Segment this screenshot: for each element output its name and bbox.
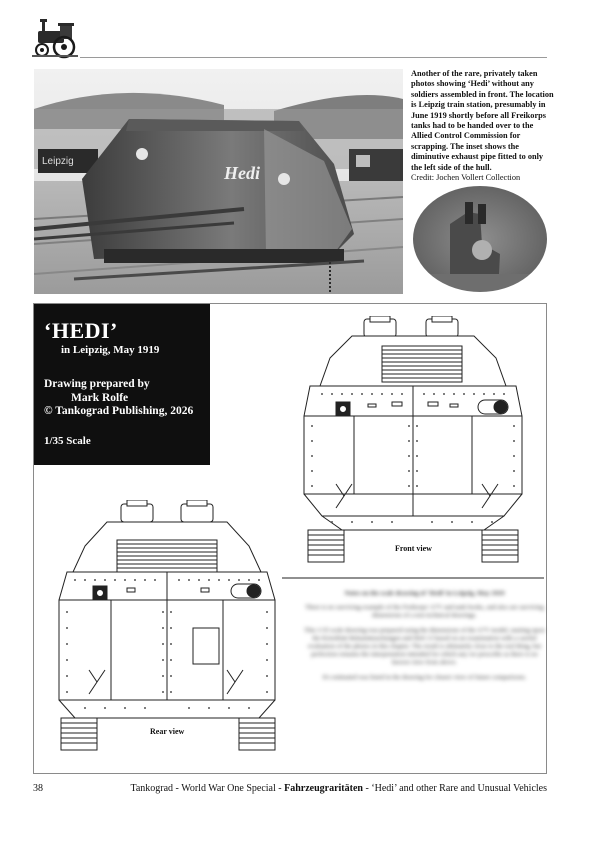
drawing-credits (44, 378, 193, 419)
exhaust-inset-photo (410, 184, 550, 294)
tank-name-marking: Hedi (224, 163, 260, 183)
rear-view-label: Rear view (150, 727, 185, 736)
notes-paragraph-1: There is no surviving example of the Freikorps' A7V and tank books, and also are surviving dimensions of a non technical drawings. (305, 604, 544, 620)
footer-rest: - ‘Hedi’ and other Rare and Unusual Vehicles (362, 783, 547, 794)
front-view-drawing (282, 316, 544, 581)
drawing-subtitle: in Leipzig, May 1919 (61, 344, 160, 356)
drawing-notes (303, 590, 546, 768)
footer-title-bold: Fahrzeugraritäten (284, 783, 363, 794)
caption-credit: Credit: Jochen Vollert Collection (411, 173, 521, 183)
notes-paragraph-3: It's estimated was listed in the drawing for clearer view of future comparisons. (322, 673, 527, 681)
front-view-label: Front view (395, 544, 432, 553)
drawing-credit-line-2: Mark Rolfe (71, 391, 129, 404)
station-sign-text: Leipzig (42, 156, 74, 167)
header-rule (80, 57, 547, 58)
page-number: 38 (33, 783, 43, 794)
tank-photo (34, 69, 403, 294)
drawing-credit-line-1: Drawing prepared by (44, 378, 150, 390)
notes-title: Notes on the scale drawing of ‘Hedi’ in Leipzig, May 1919 (344, 590, 505, 597)
publisher-logo (30, 17, 80, 59)
drawing-title-box (34, 304, 210, 465)
footer-series: Tankograd - World War One Special - (130, 783, 285, 794)
photo-caption (411, 69, 556, 183)
drawing-credit-line-3: © Tankograd Publishing, 2026 (44, 405, 194, 417)
caption-text: Another of the rare, privately taken photos showing ‘Hedi’ without any soldiers assembled in front. The location is Leipzig train station, presumably in June 1919 shortly before all Freikorps tanks had to be handed over to the Allied Control Commission for scrapping. The inset shows the diminutive exhaust pipe fitted to only the left side of the hull. (411, 69, 554, 172)
running-footer (120, 783, 547, 794)
rear-view-drawing (55, 500, 303, 764)
drawing-title: ‘HEDI’ (44, 318, 118, 343)
drawing-scale: 1/35 Scale (44, 435, 91, 447)
notes-paragraph-2: This 1/35 scale drawing was prepared using the dimensions of the A7V model, starting upon the Kriesblatt Bekanntmachungen and Heft 13 based on an examination with a careful evaluation of the photos in this chapter. The result is ultimately close to the real thing, but perfection remains the interpretation intended for which any we prescribe as there is no known view from above. (304, 626, 545, 667)
